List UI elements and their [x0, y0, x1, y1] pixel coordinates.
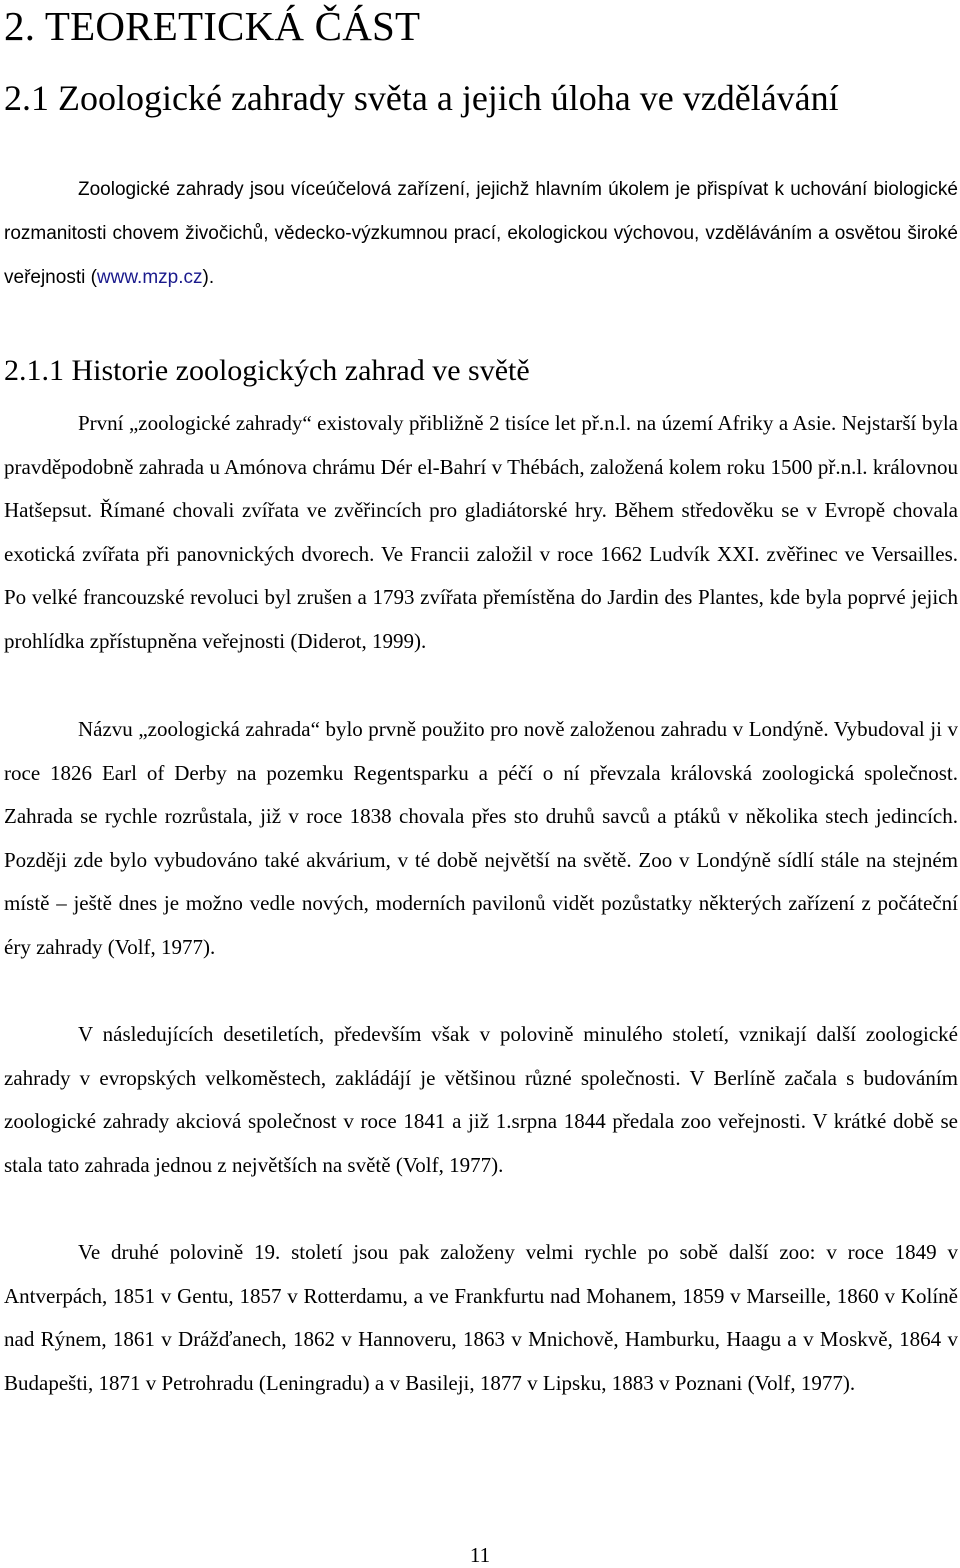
section-heading: 2.1 Zoologické zahrady světa a jejich úloha ve vzdělávání [4, 78, 839, 118]
page-number: 11 [469, 1543, 491, 1567]
intro-paragraph [4, 168, 958, 300]
mzp-link[interactable]: www.mzp.cz [96, 267, 203, 288]
paragraph-london: Názvu „zoologická zahrada“ bylo prvně použito pro nově založenou zahradu v Londýně. Vybudoval ji v roce 1826 Earl of Derby na pozemku Regentsparku a péčí o ní převzala královská zoologická společnost. Zahrada se rychle rozrůstala, již v roce 1838 chovala přes sto druhů savců a ptáků v několika stech jedincích. Později zde bylo vybudováno také akvárium, v té době největší na světě. Zoo v Londýně sídlí stále na stejném místě – ještě dnes je možno vedle nových, moderních pavilonů vidět pozůstatky některých zařízení z počáteční éry zahrady (Volf, 1977). [4, 717, 958, 959]
intro-text-end: ). [202, 267, 215, 288]
paragraph-history: První „zoologické zahrady“ existovaly přibližně 2 tisíce let př.n.l. na území Afriky a Asie. Nejstarší byla pravděpodobně zahrada u Amónova chrámu Dér el-Bahrí v Thébách, založená kolem roku 1500 př.n.l. královnou Hatšepsut. Římané chovali zvířata ve zvěřincích pro gladiátorské hry. Během středověku se v Evropě chovala exotická zvířata při panovnických dvorech. Ve Francii založil v roce 1662 Ludvík XXI. zvěřinec ve Versailles. Po velké francouzské revoluci byl zrušen a 1793 zvířata přemístěna do Jardin des Plantes, kde byla poprvé jejich prohlídka zpřístupněna veřejnosti (Diderot, 1999). [4, 411, 958, 653]
intro-text: Zoologické zahrady jsou víceúčelová zařízení, jejichž hlavním úkolem je přispívat k uchování biologické rozmanitosti chovem živočichů, vědecko-výzkumnou prací, ekologickou výchovou, vzděláváním a osvětou široké veřejnosti ( [4, 179, 958, 288]
chapter-heading: 2. TEORETICKÁ ČÁST [4, 3, 421, 49]
subsection-heading: 2.1.1 Historie zoologických zahrad ve světě [4, 354, 530, 387]
paragraph-berlin: V následujících desetiletích, především však v polovině minulého století, vznikají další zoologické zahrady v evropských velkoměstech, zakládájí je většinou různé společnosti. V Berlíně začala s budováním zoologické zahrady akciová společnost v roce 1841 a již 1.srpna 1844 předala zoo veřejnosti. V krátké době se stala tato zahrada jednou z největších na světě (Volf, 1977). [4, 1022, 958, 1177]
paragraph-19th-century: Ve druhé polovině 19. století jsou pak založeny velmi rychle po sobě další zoo: v roce 1849 v Antverpách, 1851 v Gentu, 1857 v Rotterdamu, a ve Frankfurtu nad Mohanem, 1859 v Marseille, 1860 v Kolíně nad Rýnem, 1861 v Drážďanech, 1862 v Hannoveru, 1863 v Mnichově, Hamburku, Haagu a v Moskvě, 1864 v Budapešti, 1871 v Petrohradu (Leningradu) a v Basileji, 1877 v Lipsku, 1883 v Poznani (Volf, 1977). [4, 1240, 958, 1395]
